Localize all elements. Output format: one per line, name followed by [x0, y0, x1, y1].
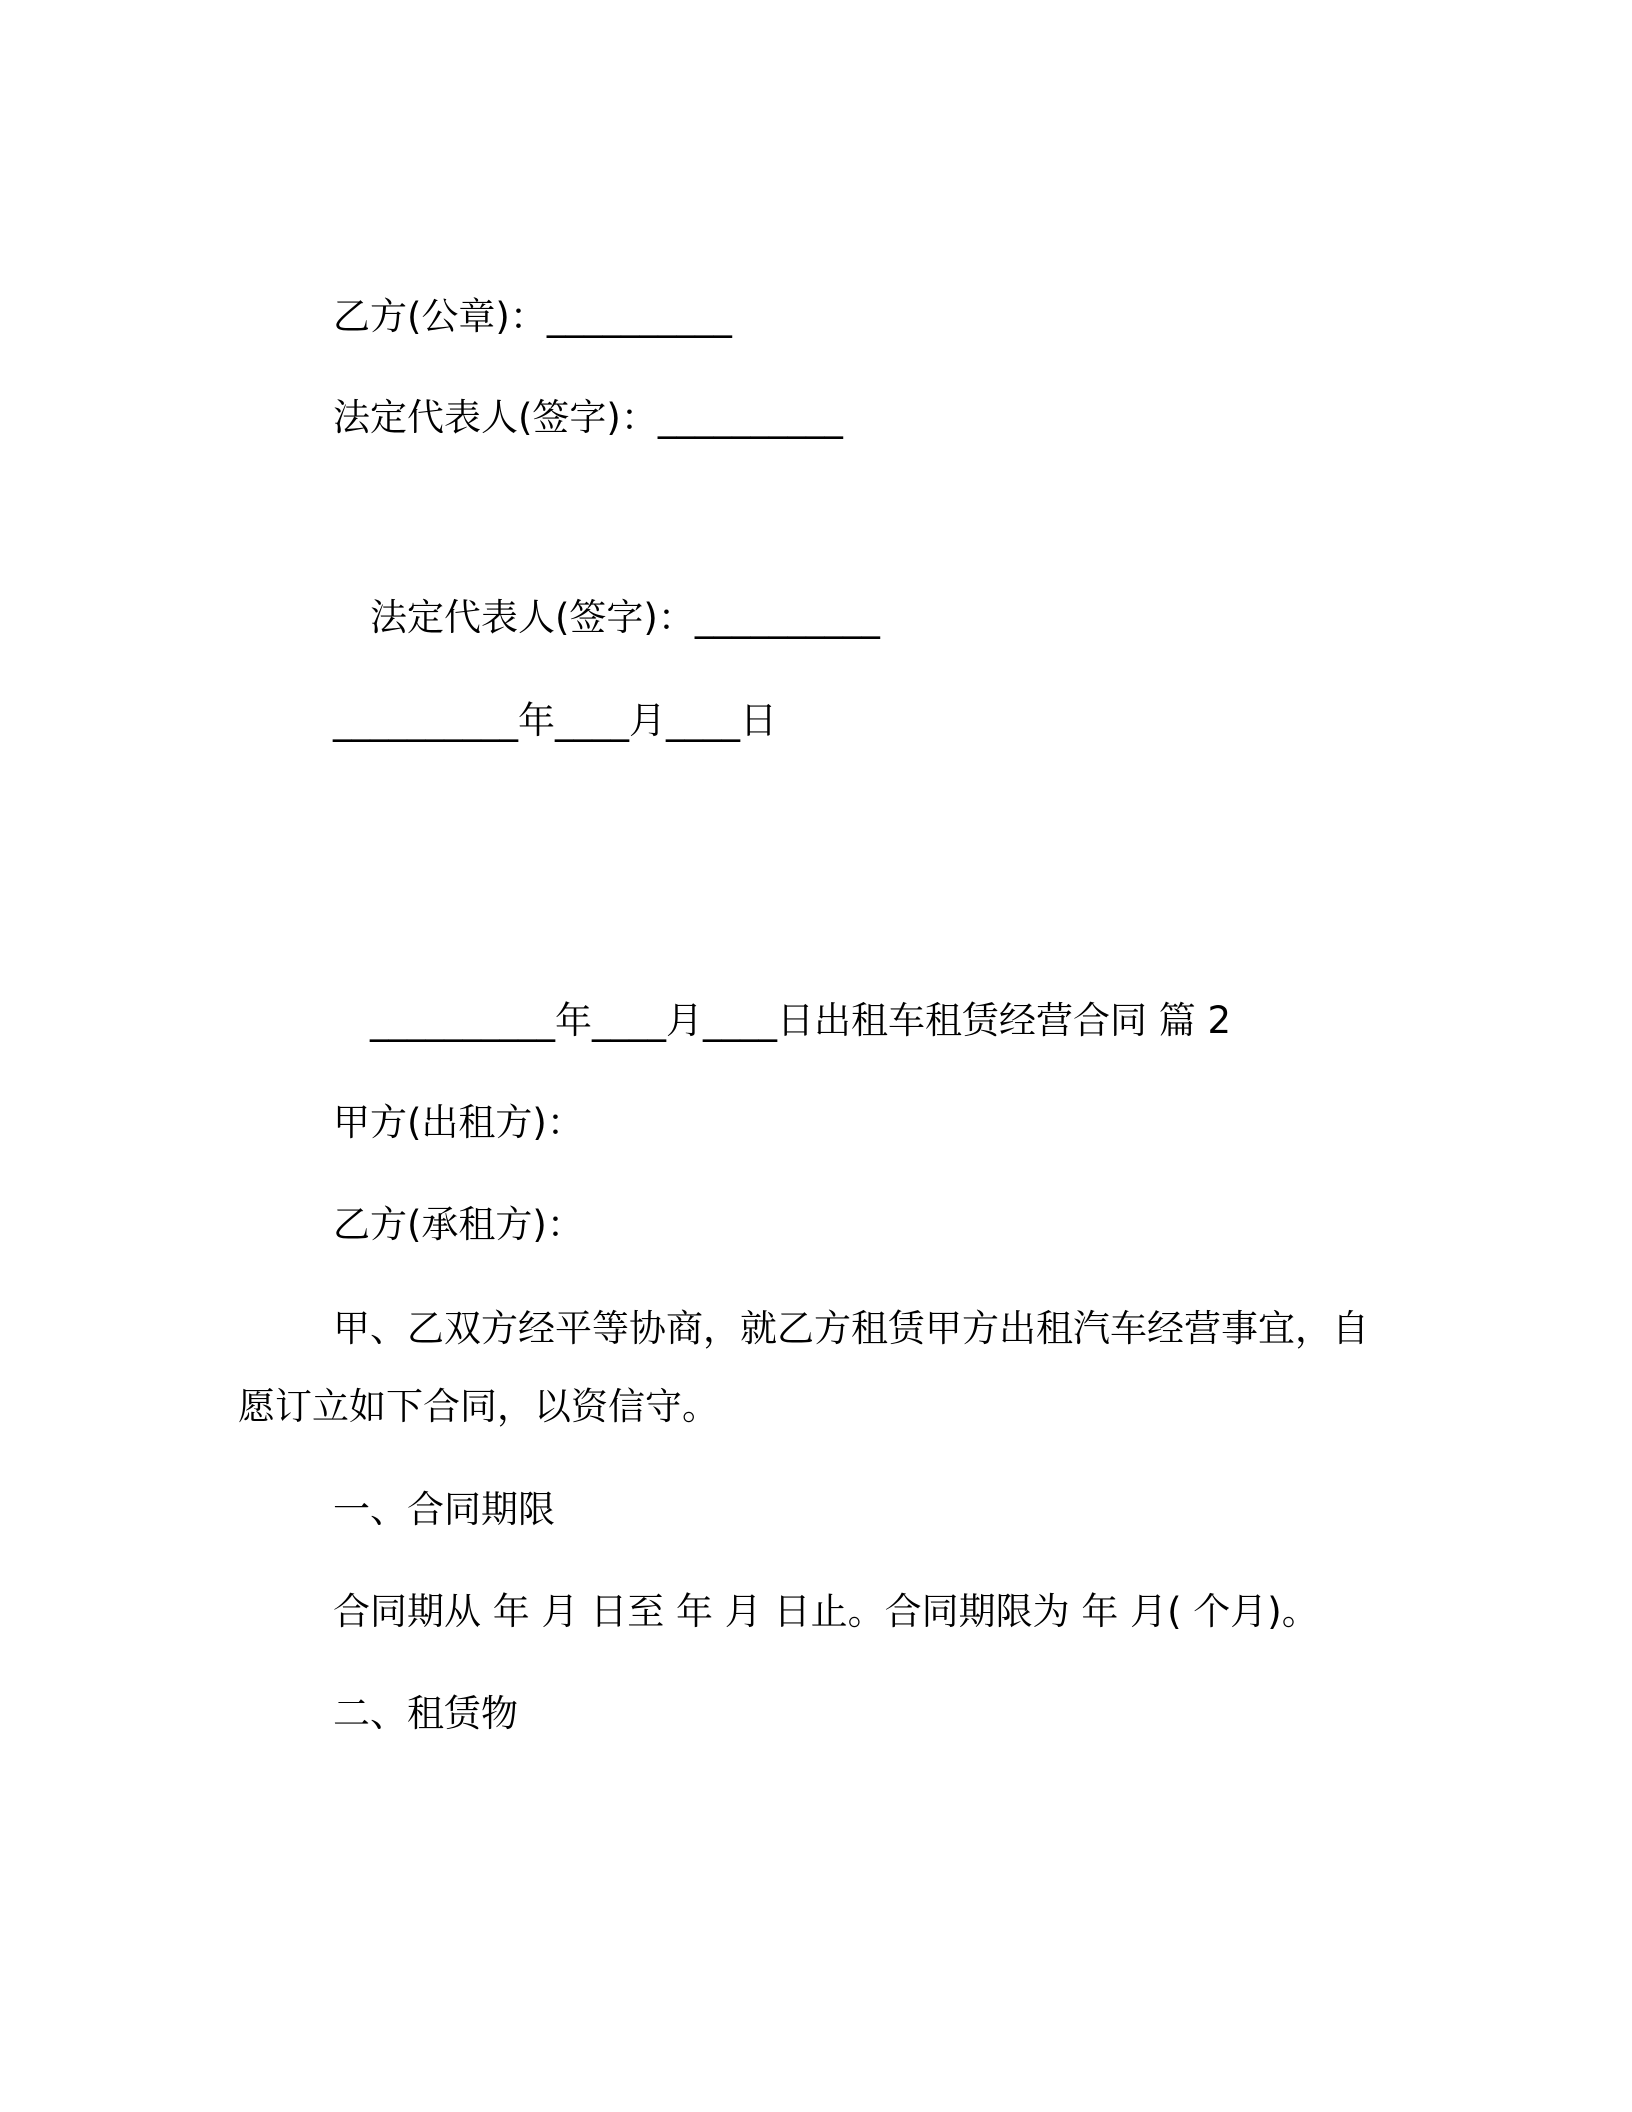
date-line: __________年____月____日: [333, 699, 777, 742]
party-b-lessee-line: 乙方(承租方)：: [333, 1203, 584, 1246]
party-a-lessor-line: 甲方(出租方)：: [333, 1101, 584, 1144]
contract-title: __________年____月____日出租车租赁经营合同 篇 2: [370, 999, 1232, 1042]
legal-representative-signature-line: 法定代表人(签字)：__________: [333, 396, 843, 439]
term-clause-text: 合同期从 年 月 日至 年 月 日止。合同期限为 年 月( 个月)。: [333, 1590, 1319, 1633]
preamble-paragraph-line-2: 愿订立如下合同，以资信守。: [238, 1385, 719, 1428]
legal-representative-signature-line: 法定代表人(签字)：__________: [370, 596, 880, 639]
section-heading-leased-property: 二、租赁物: [333, 1692, 518, 1735]
preamble-paragraph-line-1: 甲、乙双方经平等协商，就乙方租赁甲方出租汽车经营事宜，自: [333, 1307, 1369, 1350]
party-b-seal-line: 乙方(公章)：__________: [333, 295, 732, 338]
section-heading-term: 一、合同期限: [333, 1488, 555, 1531]
